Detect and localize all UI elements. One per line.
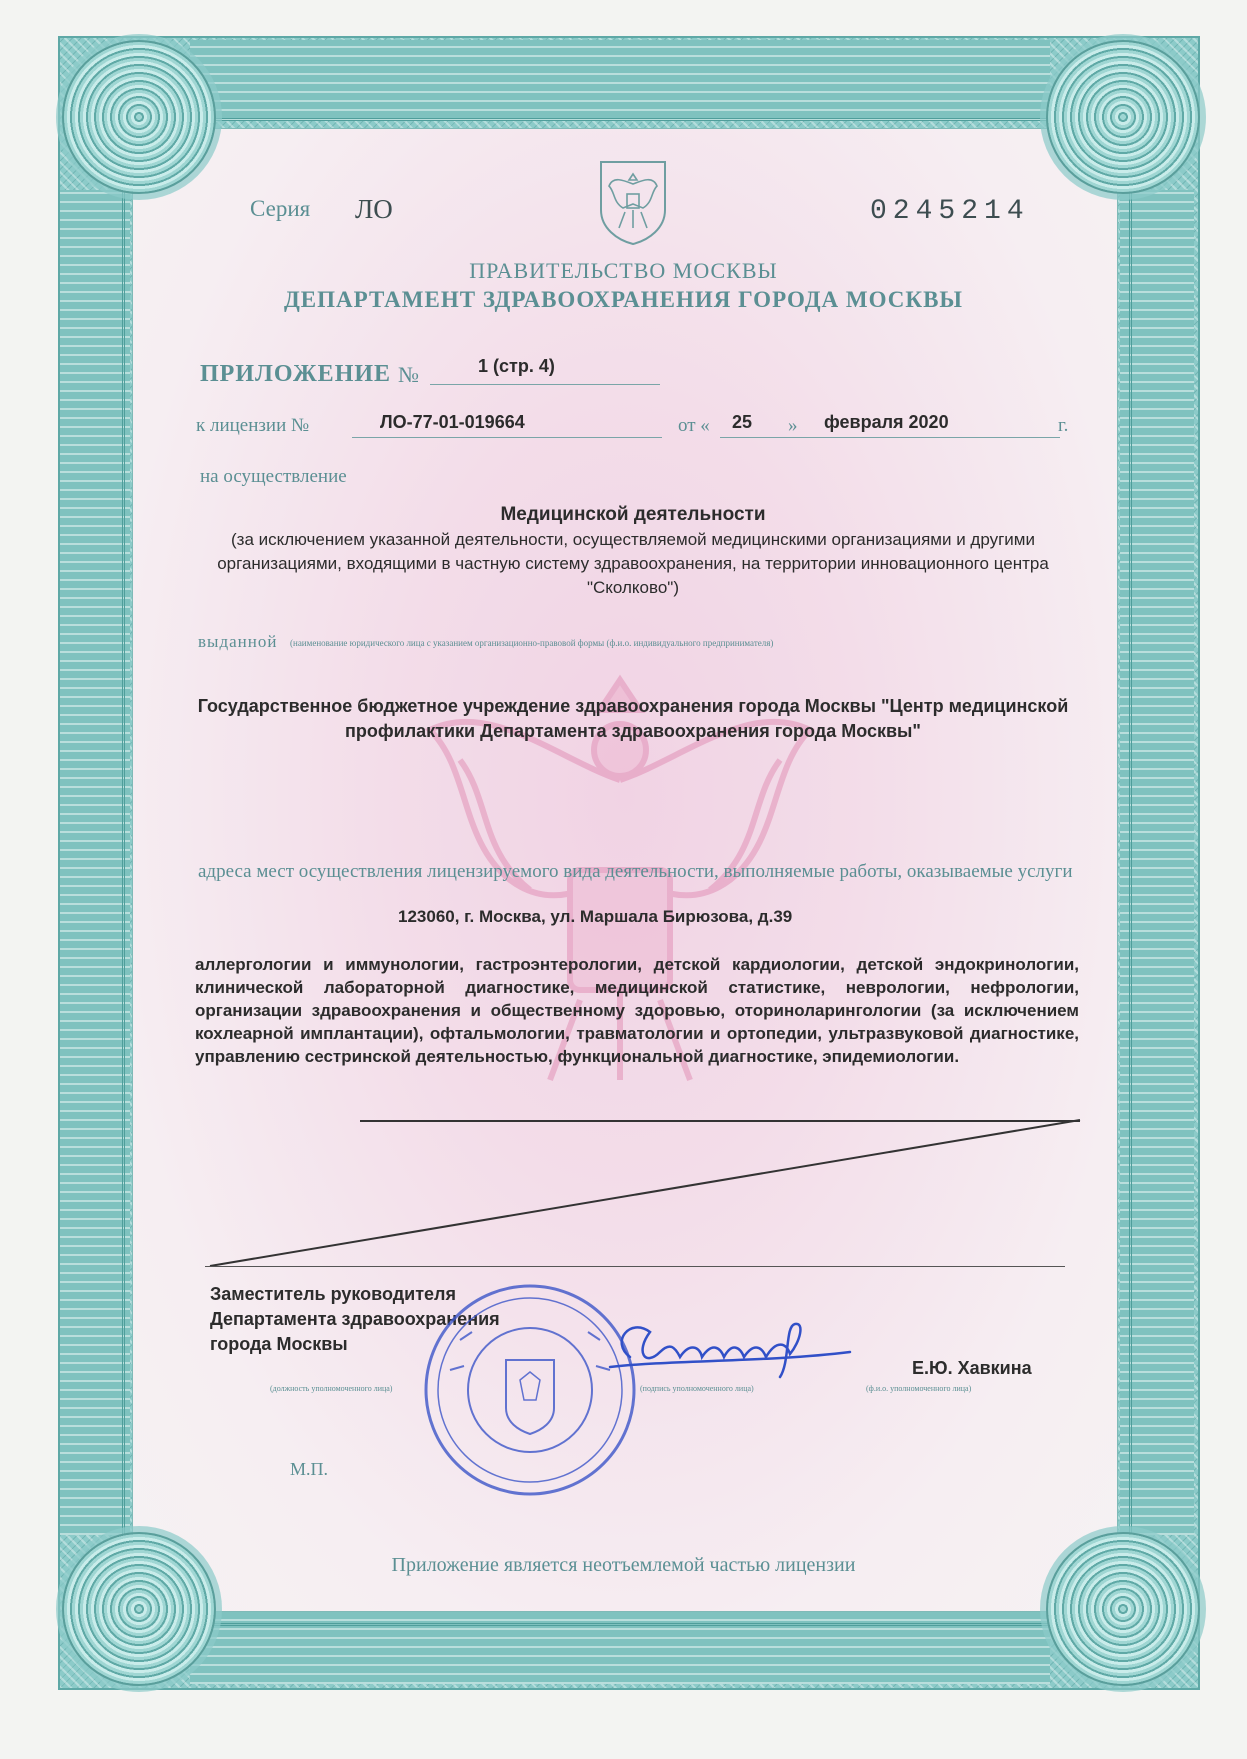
address-label: адреса мест осуществления лицензируемого вида деятельности, выполняемые работы, оказываемые услуги [198,861,1073,882]
stamp-place-label: М.П. [290,1459,329,1479]
footer-note: Приложение является неотъемлемой частью лицензии [391,1554,856,1576]
license-number: ЛО-77-01-019664 [380,412,525,432]
appendix-number: 1 (стр. 4) [478,356,555,376]
corner-rosette [1046,40,1200,194]
border-band-top [190,40,1050,120]
signer-position: Заместитель руководителя Департамента здравоохранения города Москвы [210,1284,500,1354]
position-hint: (должность уполномоченного лица) [270,1384,393,1393]
name-hint: (ф.и.о. уполномоченного лица) [866,1384,972,1393]
license-underline [352,437,662,438]
year-suffix: г. [1058,415,1069,436]
coat-of-arms-icon [597,158,669,246]
signer-name: Е.Ю. Хавкина [912,1358,1032,1378]
license-label: к лицензии № [196,415,310,436]
appendix-label: ПРИЛОЖЕНИЕ [200,361,392,387]
date-underline [720,437,1060,438]
series-label: Серия [250,196,311,221]
series-value: ЛО [355,194,393,224]
license-month-year: февраля 2020 [824,412,949,432]
appendix-number-sign: № [398,362,419,387]
organization-name: Государственное бюджетное учреждение здравоохранения города Москвы "Центр медицинской профилактики Департамента здравоохранения города Москвы" [197,696,1069,741]
date-from-label: от « [678,415,710,436]
form-number: 0245214 [870,196,1030,227]
government-heading: ПРАВИТЕЛЬСТВО МОСКВЫ [469,258,778,283]
activity-description: (за исключением указанной деятельности, осуществляемой медицинскими организациями и другими организациями, входящими в частную систему здравоохранения, на территории инновационного центра "Сколково") [217,530,1049,597]
date-quote-close: » [788,415,798,436]
handwritten-signature [590,1312,860,1382]
address-value: 123060, г. Москва, ул. Маршала Бирюзова, д.39 [398,907,793,926]
department-heading: ДЕПАРТАМЕНТ ЗДРАВООХРАНЕНИЯ ГОРОДА МОСКВЫ [283,287,963,312]
issued-hint: (наименование юридического лица с указанием организационно-правовой формы (ф.и.о. индивидуального предпринимателя) [290,638,774,648]
corner-rosette [62,40,216,194]
appendix-underline [430,384,660,385]
services-list: аллергологии и иммунологии, гастроэнтерологии, детской кардиологии, детской эндокринологии, клинической лабораторной диагностике, медицинской статистике, неврологии, нефрологии, организации здравоохранения и общественному здоровью, оториноларингологии (за исключением кохлеарной имплантации), офтальмологии, травматологии и ортопедии, ультразвуковой диагностике, управлению сестринской деятельностью, функциональной диагностике, эпидемиологии. [195,955,1079,1066]
border-band-left [60,190,130,1535]
signature-top-line [205,1266,1065,1267]
signature-hint: (подпись уполномоченного лица) [640,1384,754,1393]
issued-label: выданной [198,632,278,651]
activity-label: на осуществление [200,466,347,487]
activity-title: Медицинской деятельности [500,504,766,525]
license-day: 25 [732,412,753,432]
blank-space-strike [205,1118,1085,1268]
